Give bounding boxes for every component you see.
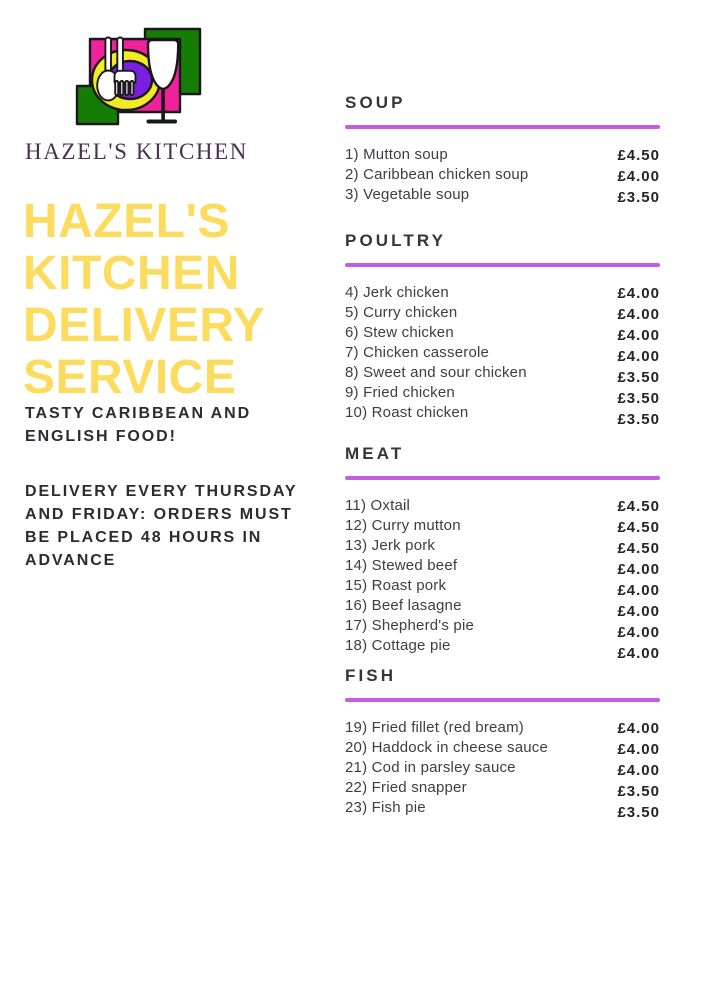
menu-item-price: £4.50	[617, 519, 660, 536]
section-rows	[345, 718, 660, 823]
menu-item-label: 4) Jerk chicken	[345, 284, 449, 301]
menu-item-price: £4.00	[617, 741, 660, 758]
menu-item-label: 15) Roast pork	[345, 577, 447, 594]
menu-item-price: £4.00	[617, 762, 660, 779]
section-rows	[345, 496, 660, 664]
section-prices-col	[617, 496, 660, 664]
menu-item-price: £3.50	[617, 411, 660, 428]
section-header: SOUP	[345, 93, 406, 112]
menu-item-price: £4.00	[617, 348, 660, 365]
section-rows	[345, 145, 660, 208]
menu-item-price: £4.00	[617, 306, 660, 323]
hazels-kitchen-logo-icon	[70, 24, 230, 144]
section-divider-rule	[345, 125, 660, 129]
menu-item-price: £3.50	[617, 783, 660, 800]
menu-item-label: 17) Shepherd's pie	[345, 617, 475, 634]
menu-section	[345, 444, 660, 664]
section-prices-col	[617, 145, 660, 208]
section-rows	[345, 283, 660, 430]
menu-item-label: 22) Fried snapper	[345, 779, 467, 796]
menu-item-label: 12) Curry mutton	[345, 517, 461, 534]
menu-item-label: 11) Oxtail	[345, 497, 411, 514]
menu-item-price: £4.00	[617, 168, 660, 185]
hero-title-line: SERVICE	[23, 351, 237, 404]
section-header: POULTRY	[345, 231, 447, 250]
menu-section	[345, 666, 660, 823]
menu-item-label: 6) Stew chicken	[345, 324, 454, 341]
menu-item-label: 14) Stewed beef	[345, 557, 458, 574]
menu-item-label: 10) Roast chicken	[345, 404, 469, 421]
menu-item-label: 3) Vegetable soup	[345, 186, 470, 203]
section-header: MEAT	[345, 444, 405, 463]
section-prices-col	[617, 718, 660, 823]
menu-item-label: 2) Caribbean chicken soup	[345, 166, 529, 183]
menu-item-label: 7) Chicken casserole	[345, 344, 490, 361]
menu-item-price: £4.00	[617, 561, 660, 578]
menu-item-price: £3.50	[617, 390, 660, 407]
hero-title	[23, 196, 333, 404]
section-divider-rule	[345, 263, 660, 267]
menu-item-label: 16) Beef lasagne	[345, 597, 462, 614]
section-items-col	[345, 718, 617, 823]
menu-item-label: 13) Jerk pork	[345, 537, 436, 554]
menu-item-label: 9) Fried chicken	[345, 384, 455, 401]
menu-item-label: 8) Sweet and sour chicken	[345, 364, 527, 381]
menu-item-price: £4.00	[617, 582, 660, 599]
menu	[345, 0, 660, 1000]
menu-item-price: £4.00	[617, 603, 660, 620]
menu-item-price: £4.50	[617, 540, 660, 557]
section-divider-rule	[345, 476, 660, 480]
section-prices-col	[617, 283, 660, 430]
section-divider-rule	[345, 698, 660, 702]
menu-item-label: 18) Cottage pie	[345, 637, 451, 654]
menu-section	[345, 231, 660, 430]
menu-item-label: 1) Mutton soup	[345, 146, 448, 163]
menu-item-label: 23) Fish pie	[345, 799, 426, 816]
hero-title-line: KITCHEN	[23, 247, 240, 300]
section-items-col	[345, 496, 617, 664]
menu-item-label: 19) Fried fillet (red bream)	[345, 719, 524, 736]
menu-item-price: £4.00	[617, 327, 660, 344]
section-header: FISH	[345, 666, 397, 685]
menu-item-price: £3.50	[617, 369, 660, 386]
menu-item-price: £4.50	[617, 498, 660, 515]
menu-section	[345, 93, 660, 208]
hero-title-line: DELIVERY	[23, 299, 266, 352]
hero-title-line: HAZEL'S	[23, 195, 230, 248]
menu-item-price: £4.00	[617, 285, 660, 302]
menu-item-price: £3.50	[617, 189, 660, 206]
section-items-col	[345, 145, 617, 208]
tagline-text: TASTY CARIBBEAN AND ENGLISH FOOD!	[25, 405, 252, 445]
menu-item-price: £4.00	[617, 645, 660, 662]
menu-item-label: 21) Cod in parsley sauce	[345, 759, 516, 776]
menu-item-label: 5) Curry chicken	[345, 304, 458, 321]
brand-wordmark: HAZEL'S KITCHEN	[25, 139, 248, 164]
delivery-note-text: DELIVERY EVERY THURSDAY AND FRIDAY: ORDERS MUST BE PLACED 48 HOURS IN ADVANCE	[25, 483, 298, 569]
section-items-col	[345, 283, 617, 430]
menu-item-price: £4.00	[617, 720, 660, 737]
menu-item-price: £3.50	[617, 804, 660, 821]
menu-item-price: £4.50	[617, 147, 660, 164]
menu-item-label: 20) Haddock in cheese sauce	[345, 739, 549, 756]
menu-item-price: £4.00	[617, 624, 660, 641]
